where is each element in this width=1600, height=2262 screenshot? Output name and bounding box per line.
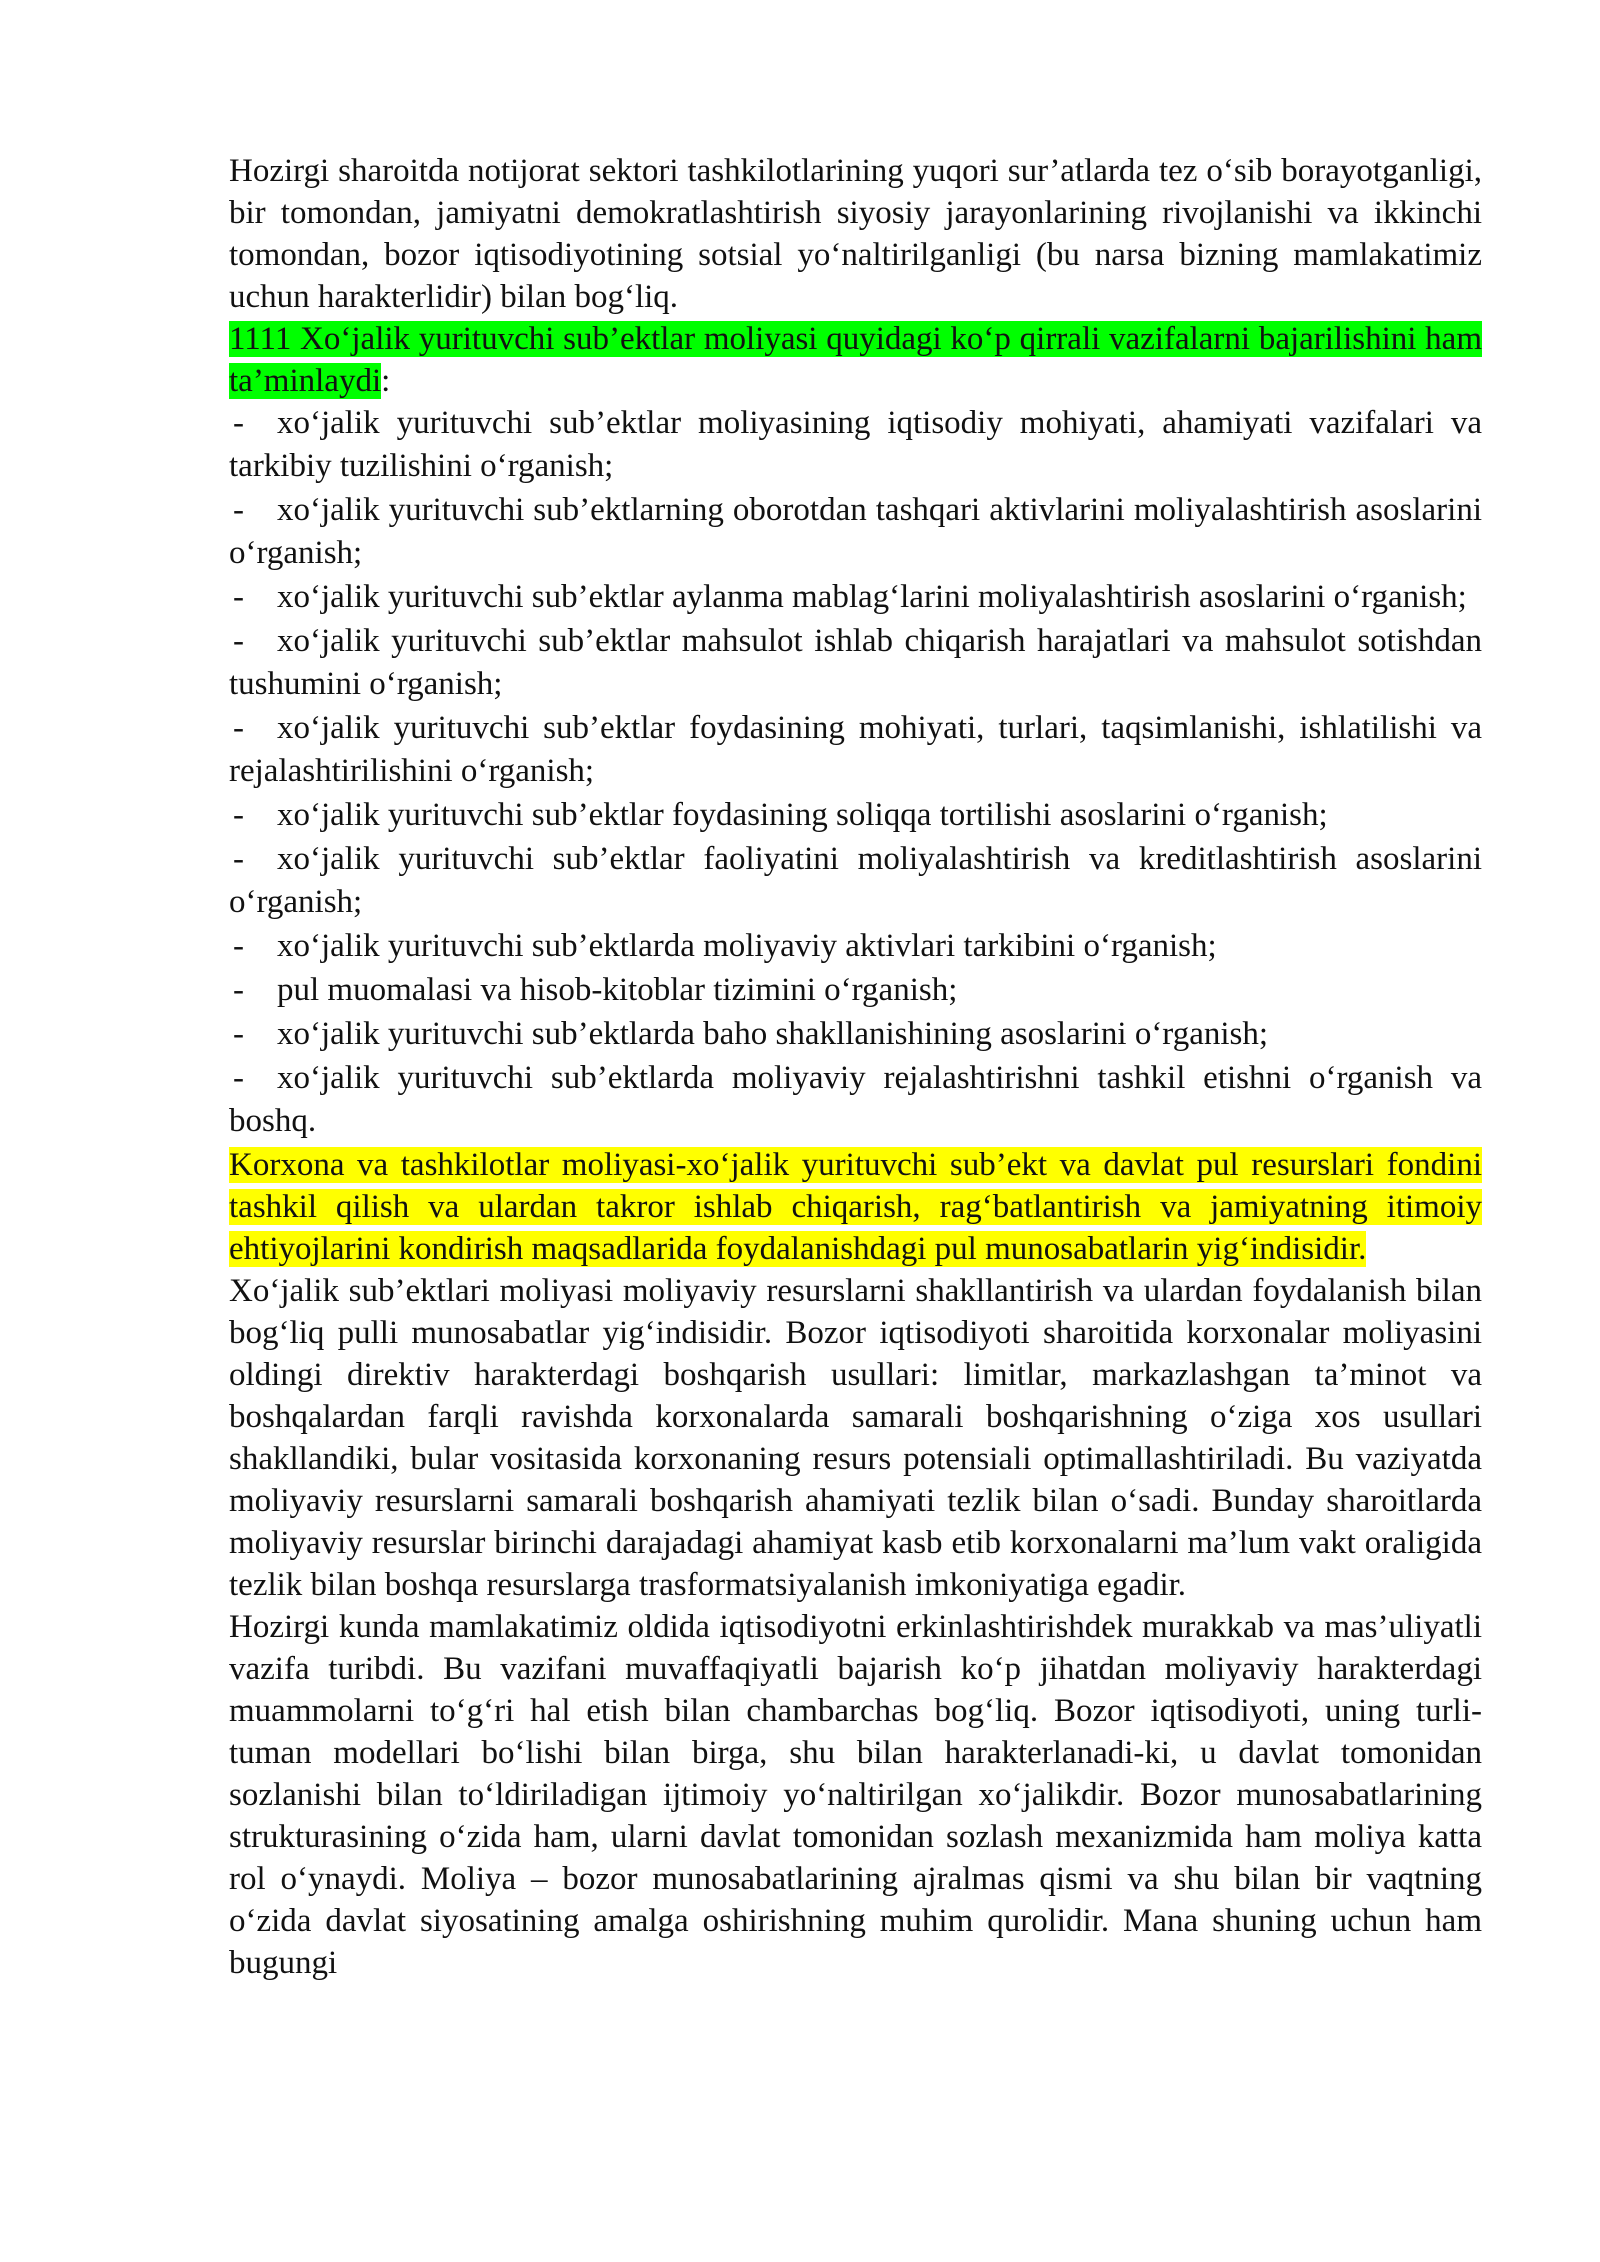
list-item <box>229 620 1482 706</box>
list-item <box>229 1057 1482 1143</box>
dash-bullet: - <box>233 579 244 615</box>
list-item-text: xo‘jalik yurituvchi sub’ektlar moliyasining iqtisodiy mohiyati, ahamiyati vazifalari va tarkibiy tuzilishini o‘rganish; <box>229 405 1482 484</box>
list-item-text: xo‘jalik yurituvchi sub’ektlar aylanma mablag‘larini moliyalashtirish asoslarini o‘rganish; <box>277 579 1467 615</box>
dash-bullet: - <box>233 841 244 877</box>
paragraph-functions-heading <box>229 318 1482 402</box>
dash-bullet: - <box>233 623 244 659</box>
list-item-text: xo‘jalik yurituvchi sub’ektlar faoliyatini moliyalashtirish va kreditlashtirish asoslarini o‘rganish; <box>229 841 1482 920</box>
list-item <box>229 707 1482 793</box>
list-item-text: xo‘jalik yurituvchi sub’ektlarda moliyaviy rejalashtirishni tashkil etishni o‘rganish va boshq. <box>229 1060 1482 1139</box>
paragraph-intro: Hozirgi sharoitda notijorat sektori tashkilotlarining yuqori sur’atlarda tez o‘sib borayotganligi, bir tomondan, jamiyatni demokratlashtirish siyosiy jarayonlarining rivojlanishi va ikkinchi tomondan, bozor iqtisodiyotining sotsial yo‘naltirilganligi (bu narsa bizning mamlakatimiz uchun harakterlidir) bilan bog‘liq. <box>229 153 1482 315</box>
list-item <box>229 1013 1482 1056</box>
list-item <box>229 794 1482 837</box>
document-page <box>229 150 1482 1984</box>
dash-bullet: - <box>233 710 244 746</box>
list-item <box>229 925 1482 968</box>
paragraph-definition <box>229 1144 1482 1270</box>
functions-list <box>229 402 1482 1143</box>
list-item <box>229 402 1482 488</box>
dash-bullet: - <box>233 797 244 833</box>
paragraph-market-economy: Hozirgi kunda mamlakatimiz oldida iqtisodiyotni erkinlashtirishdek murakkab va mas’uliyatli vazifa turibdi. Bu vazifani muvaffaqiyatli bajarish ko‘p jihatdan moliyaviy harakterdagi muammolarni to‘g‘ri hal etish bilan chambarchas bog‘liq. Bozor iqtisodiyoti, uning turli-tuman modellari bo‘lishi bilan birga, shu bilan harakterlanadi-ki, u davlat tomonidan sozlanishi bilan to‘ldiriladigan ijtimoiy yo‘naltirilgan xo‘jalikdir. Bozor munosabatlarining strukturasining o‘zida ham, ularni davlat tomonidan sozlash mexanizmida ham moliya katta rol o‘ynaydi. Moliya – bozor munosabatlarining ajralmas qismi va shu bilan bir vaqtning o‘zida davlat siyosatining amalga oshirishning muhim qurolidir. Mana shuning uchun ham bugungi <box>229 1609 1482 1981</box>
dash-bullet: - <box>233 972 244 1008</box>
dash-bullet: - <box>233 1016 244 1052</box>
heading-colon: : <box>381 363 391 399</box>
list-item-text: xo‘jalik yurituvchi sub’ektlar foydasining mohiyati, turlari, taqsimlanishi, ishlatilishi va rejalashtirilishini o‘rganish; <box>229 710 1482 789</box>
list-item-text: xo‘jalik yurituvchi sub’ektlar mahsulot ishlab chiqarish harajatlari va mahsulot sotishdan tushumini o‘rganish; <box>229 623 1482 702</box>
list-item-text: xo‘jalik yurituvchi sub’ektlarda moliyaviy aktivlari tarkibini o‘rganish; <box>277 928 1217 964</box>
green-highlight-text: 1111 Xo‘jalik yurituvchi sub’ektlar moliyasi quyidagi ko‘p qirrali vazifalarni bajarilishini ham ta’minlaydi <box>229 321 1482 399</box>
list-item-text: xo‘jalik yurituvchi sub’ektlarda baho shakllanishining asoslarini o‘rganish; <box>277 1016 1269 1052</box>
list-item-text: pul muomalasi va hisob-kitoblar tizimini o‘rganish; <box>277 972 958 1008</box>
list-item-text: xo‘jalik yurituvchi sub’ektlarning oborotdan tashqari aktivlarini moliyalashtirish asoslarini o‘rganish; <box>229 492 1482 571</box>
list-item <box>229 576 1482 619</box>
list-item <box>229 838 1482 924</box>
dash-bullet: - <box>233 1060 244 1096</box>
list-item <box>229 969 1482 1012</box>
paragraph-financial-resources: Xo‘jalik sub’ektlari moliyasi moliyaviy resurslarni shakllantirish va ulardan foydalanish bilan bog‘liq pulli munosabatlar yig‘indisidir. Bozor iqtisodiyoti sharoitida korxonalar moliyasini oldingi direktiv harakterdagi boshqarish usullari: limitlar, markazlashgan ta’minot va boshqalardan farqli ravishda korxonalarda samarali boshqarishning o‘ziga xos usullari shakllandiki, bular vositasida korxonaning resurs potensiali optimallashtiriladi. Bu vaziyatda moliyaviy resurslarni samarali boshqarish ahamiyati tezlik bilan o‘sadi. Bunday sharoitlarda moliyaviy resurslar birinchi darajadagi ahamiyat kasb etib korxonalarni ma’lum vakt oraligida tezlik bilan boshqa resurslarga trasformatsiyalanish imkoniyatiga egadir. <box>229 1273 1482 1603</box>
yellow-highlight-text: Korxona va tashkilotlar moliyasi-xo‘jalik yurituvchi sub’ekt va davlat pul resurslari fondini tashkil qilish va ulardan takror ishlab chiqarish, rag‘batlantirish va jamiyatning itimoiy ehtiyojlarini kondirish maqsadlarida foydalanishdagi pul munosabatlarin yig‘indisidir. <box>229 1147 1482 1267</box>
list-item <box>229 489 1482 575</box>
dash-bullet: - <box>233 928 244 964</box>
dash-bullet: - <box>233 405 244 441</box>
list-item-text: xo‘jalik yurituvchi sub’ektlar foydasining soliqqa tortilishi asoslarini o‘rganish; <box>277 797 1328 833</box>
dash-bullet: - <box>233 492 244 528</box>
